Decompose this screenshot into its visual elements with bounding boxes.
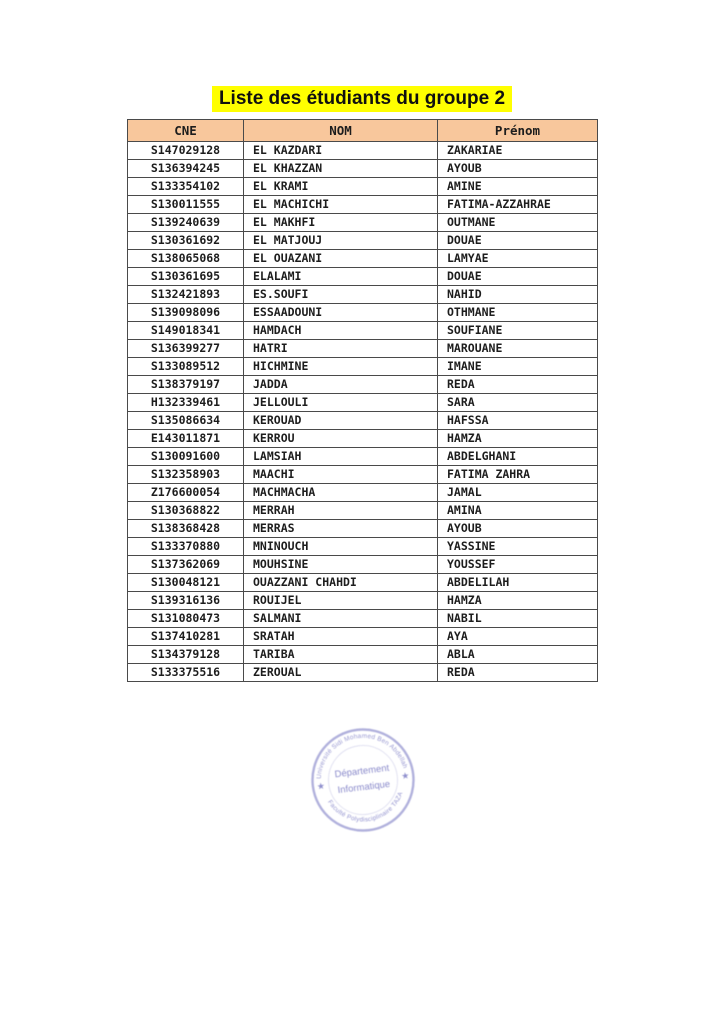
cell-nom: SRATAH	[244, 628, 438, 646]
cell-cne: S147029128	[128, 142, 244, 160]
cell-prenom: IMANE	[438, 358, 598, 376]
table-row	[128, 160, 598, 178]
cell-cne: S139098096	[128, 304, 244, 322]
table-row	[128, 322, 598, 340]
cell-cne: S135086634	[128, 412, 244, 430]
cell-cne: E143011871	[128, 430, 244, 448]
cell-prenom: FATIMA ZAHRA	[438, 466, 598, 484]
cell-nom: EL KRAMI	[244, 178, 438, 196]
table-row	[128, 376, 598, 394]
header-nom: NOM	[244, 120, 438, 142]
cell-nom: OUAZZANI CHAHDI	[244, 574, 438, 592]
department-stamp	[309, 726, 417, 834]
stamp-graphic	[309, 726, 417, 834]
cell-prenom: LAMYAE	[438, 250, 598, 268]
table-row	[128, 340, 598, 358]
cell-cne: S137362069	[128, 556, 244, 574]
cell-cne: S131080473	[128, 610, 244, 628]
table-row	[128, 142, 598, 160]
cell-cne: S130048121	[128, 574, 244, 592]
table-row	[128, 664, 598, 682]
cell-cne: S139316136	[128, 592, 244, 610]
table-row	[128, 466, 598, 484]
cell-prenom: DOUAE	[438, 232, 598, 250]
cell-cne: S133089512	[128, 358, 244, 376]
cell-nom: MOUHSINE	[244, 556, 438, 574]
cell-prenom: FATIMA-AZZAHRAE	[438, 196, 598, 214]
table-row	[128, 358, 598, 376]
table-row	[128, 214, 598, 232]
cell-nom: MAACHI	[244, 466, 438, 484]
cell-cne: S133375516	[128, 664, 244, 682]
cell-cne: Z176600054	[128, 484, 244, 502]
cell-nom: HICHMINE	[244, 358, 438, 376]
cell-cne: S130368822	[128, 502, 244, 520]
cell-nom: ES.SOUFI	[244, 286, 438, 304]
cell-prenom: SOUFIANE	[438, 322, 598, 340]
cell-cne: S139240639	[128, 214, 244, 232]
cell-nom: HAMDACH	[244, 322, 438, 340]
cell-prenom: AYOUB	[438, 160, 598, 178]
cell-prenom: HAMZA	[438, 430, 598, 448]
cell-cne: S132421893	[128, 286, 244, 304]
cell-nom: ROUIJEL	[244, 592, 438, 610]
cell-cne: S138368428	[128, 520, 244, 538]
stamp-bottom-arc-text: Faculté Polydisciplinaire TAZA	[326, 790, 405, 824]
cell-nom: TARIBA	[244, 646, 438, 664]
cell-cne: S133354102	[128, 178, 244, 196]
table-row	[128, 178, 598, 196]
star-icon-right: ★	[400, 770, 410, 782]
table-row	[128, 574, 598, 592]
table-row	[128, 610, 598, 628]
table-row	[128, 286, 598, 304]
cell-cne: H132339461	[128, 394, 244, 412]
table-row	[128, 592, 598, 610]
cell-nom: LAMSIAH	[244, 448, 438, 466]
cell-prenom: ABDELGHANI	[438, 448, 598, 466]
header-row	[128, 120, 598, 142]
students-table	[127, 119, 598, 682]
cell-prenom: NAHID	[438, 286, 598, 304]
cell-nom: ESSAADOUNI	[244, 304, 438, 322]
cell-prenom: HAFSSA	[438, 412, 598, 430]
cell-cne: S130091600	[128, 448, 244, 466]
table-row	[128, 250, 598, 268]
table-row	[128, 412, 598, 430]
table-row	[128, 304, 598, 322]
cell-cne: S133370880	[128, 538, 244, 556]
cell-prenom: OUTMANE	[438, 214, 598, 232]
cell-prenom: NABIL	[438, 610, 598, 628]
table-row	[128, 394, 598, 412]
cell-cne: S137410281	[128, 628, 244, 646]
cell-cne: S136399277	[128, 340, 244, 358]
cell-nom: HATRI	[244, 340, 438, 358]
cell-prenom: HAMZA	[438, 592, 598, 610]
cell-prenom: AMINA	[438, 502, 598, 520]
cell-nom: KEROUAD	[244, 412, 438, 430]
table-row	[128, 556, 598, 574]
table-body	[128, 142, 598, 682]
table-row	[128, 232, 598, 250]
table-row	[128, 628, 598, 646]
cell-cne: S138379197	[128, 376, 244, 394]
cell-nom: EL MAKHFI	[244, 214, 438, 232]
table-row	[128, 538, 598, 556]
cell-nom: EL OUAZANI	[244, 250, 438, 268]
stamp-top-arc-text: Université Sidi Mohamed Ben Abdellah	[315, 732, 409, 780]
star-icon-left: ★	[316, 780, 326, 792]
cell-prenom: AMINE	[438, 178, 598, 196]
cell-cne: S130361692	[128, 232, 244, 250]
cell-nom: MACHMACHA	[244, 484, 438, 502]
cell-cne: S134379128	[128, 646, 244, 664]
cell-prenom: REDA	[438, 664, 598, 682]
cell-cne: S149018341	[128, 322, 244, 340]
cell-nom: EL KHAZZAN	[244, 160, 438, 178]
cell-prenom: YASSINE	[438, 538, 598, 556]
cell-cne: S138065068	[128, 250, 244, 268]
cell-nom: JELLOULI	[244, 394, 438, 412]
table-row	[128, 268, 598, 286]
cell-cne: S132358903	[128, 466, 244, 484]
cell-cne: S136394245	[128, 160, 244, 178]
table-row	[128, 520, 598, 538]
cell-prenom: ABLA	[438, 646, 598, 664]
title-bar	[0, 86, 724, 112]
cell-prenom: AYA	[438, 628, 598, 646]
cell-nom: EL MACHICHI	[244, 196, 438, 214]
stamp-center-line1: Département	[334, 762, 390, 781]
cell-nom: ELALAMI	[244, 268, 438, 286]
cell-nom: EL MATJOUJ	[244, 232, 438, 250]
stamp-center-line2: Informatique	[337, 778, 391, 797]
cell-prenom: REDA	[438, 376, 598, 394]
cell-nom: EL KAZDARI	[244, 142, 438, 160]
cell-nom: MERRAH	[244, 502, 438, 520]
cell-prenom: ZAKARIAE	[438, 142, 598, 160]
cell-prenom: OTHMANE	[438, 304, 598, 322]
cell-prenom: AYOUB	[438, 520, 598, 538]
cell-prenom: YOUSSEF	[438, 556, 598, 574]
cell-prenom: JAMAL	[438, 484, 598, 502]
header-cne: CNE	[128, 120, 244, 142]
cell-nom: KERROU	[244, 430, 438, 448]
table-row	[128, 646, 598, 664]
header-prenom: Prénom	[438, 120, 598, 142]
cell-prenom: SARA	[438, 394, 598, 412]
cell-nom: MERRAS	[244, 520, 438, 538]
table-row	[128, 196, 598, 214]
table-row	[128, 502, 598, 520]
page-title: Liste des étudiants du groupe 2	[212, 86, 512, 112]
cell-nom: ZEROUAL	[244, 664, 438, 682]
table-row	[128, 484, 598, 502]
cell-nom: JADDA	[244, 376, 438, 394]
cell-nom: SALMANI	[244, 610, 438, 628]
cell-prenom: DOUAE	[438, 268, 598, 286]
table-row	[128, 430, 598, 448]
cell-prenom: MAROUANE	[438, 340, 598, 358]
cell-cne: S130011555	[128, 196, 244, 214]
table-row	[128, 448, 598, 466]
cell-cne: S130361695	[128, 268, 244, 286]
cell-nom: MNINOUCH	[244, 538, 438, 556]
cell-prenom: ABDELILAH	[438, 574, 598, 592]
